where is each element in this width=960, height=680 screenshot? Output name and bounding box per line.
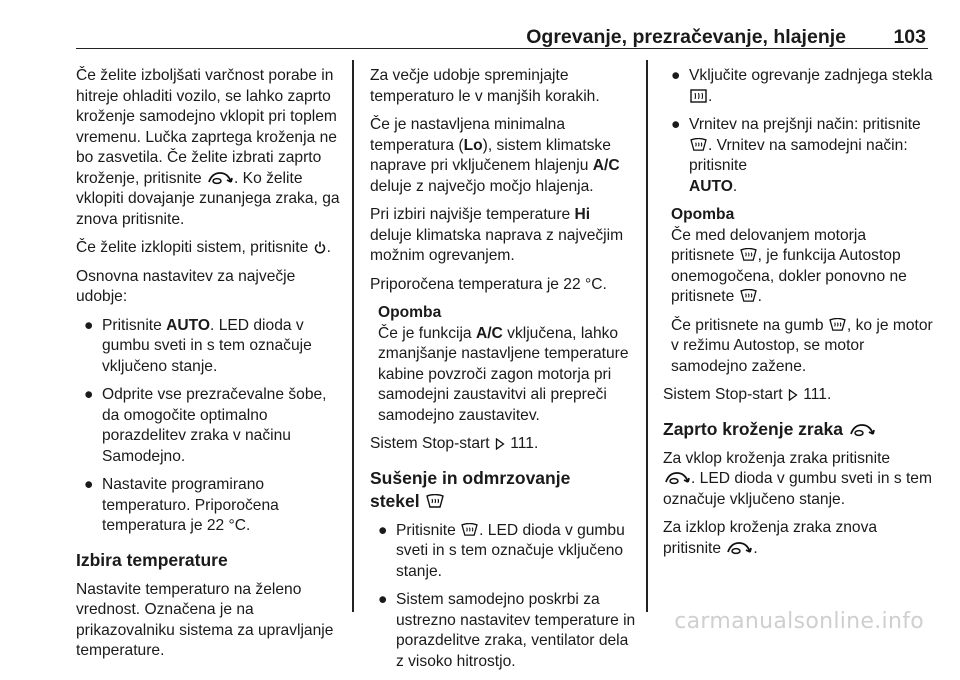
windscreen-defrost-icon <box>690 138 707 152</box>
paragraph: Nastavite temperaturo na želeno vrednost. Označena je na prikazovalniku sistema za upravljanje temperature. <box>76 580 334 659</box>
note-title: Opomba <box>671 206 735 223</box>
note-title: Opomba <box>378 304 442 321</box>
cross-reference: Sistem Stop-start 111. <box>370 435 539 452</box>
list-item: ● Pritisnite . LED dioda v gumbu sveti in s tem označuje vključeno stanje. <box>378 521 625 580</box>
column-1 <box>76 66 342 670</box>
paragraph: Če želite izklopiti sistem, pritisnite . <box>76 239 331 256</box>
page-reference-arrow-icon <box>788 389 798 401</box>
paragraph: Če želite izboljšati varčnost porabe in hitreje ohladiti vozilo, se lahko zaprto kroženje samodejno vklopit pri toplem vremenu. Lučka zaprtega kroženja ne bo zasvetila. Če želite izbrati zaprto kroženje, pritisnite . Ko želite vklopiti dovajanje zunanjega zraka, ga znova pritisnite. <box>76 67 340 228</box>
recirculation-icon <box>207 172 233 185</box>
list-item: ● Nastavite programirano temperaturo. Priporočena temperatura je 22 °C. <box>84 476 279 534</box>
note: Opomba Če je funkcija A/C vključena, lahko zmanjšanje nastavljene temperature kabine povzroči zagon motorja pri samodejni zaustavitvi ali prepreči samodejno zaustavitev. <box>370 303 636 426</box>
list-item: ● Pritisnite AUTO. LED dioda v gumbu sveti in s tem označuje vključeno stanje. <box>84 316 312 375</box>
power-icon <box>314 241 326 254</box>
note-continued: Če pritisnete na gumb , ko je motor v režimu Autostop, se motor samodejno zažene. <box>671 316 933 375</box>
paragraph: Za izklop kroženja zraka znova pritisnite . <box>663 519 878 557</box>
cross-reference: Sistem Stop-start 111. <box>663 386 832 403</box>
column-divider <box>352 60 354 612</box>
column-3 <box>663 66 933 567</box>
paragraph: Za vklop kroženja zraka pritisnite . LED dioda v gumbu sveti in s tem označuje vključeno stanje. <box>663 449 932 508</box>
recirculation-icon <box>849 424 875 437</box>
note: Opomba Če med delovanjem motorja pritisnete , je funkcija Autostop onemogočena, dokler ponovno ne pritisnete . <box>663 205 933 308</box>
watermark: carmanualsonline.info <box>674 609 924 634</box>
paragraph: Osnovna nastavitev za največje udobje: <box>76 267 296 305</box>
paragraph: Pri izbiri najvišje temperature Hi deluje klimatska naprava z največjim možnim ogrevanjem. <box>370 206 624 264</box>
page-header <box>76 22 928 49</box>
recirculation-icon <box>726 542 752 555</box>
page-title: Ogrevanje, prezračevanje, hlajenje <box>526 26 846 48</box>
page-number: 103 <box>893 26 926 48</box>
list-item: ● Vključite ogrevanje zadnjega stekla . <box>671 67 933 105</box>
recirculation-icon <box>664 472 690 485</box>
list-item: ● Odprite vse prezračevalne šobe, da omogočite optimalno porazdelitev zraka v načinu Samodejno. <box>84 386 327 465</box>
column-2 <box>370 66 636 680</box>
windscreen-defrost-icon <box>740 248 757 262</box>
section-heading: Izbira temperature <box>76 549 228 570</box>
paragraph: Za večje udobje spreminjajte temperaturo le v manjših korakih. <box>370 67 600 105</box>
list-item: ● Sistem samodejno poskrbi za ustrezno nastavitev temperature in porazdelitve zraka, ventilator dela z visoko hitrostjo. <box>378 591 636 670</box>
paragraph: Če je nastavljena minimalna temperatura (Lo), sistem klimatske naprave pri vključenem hlajenju A/C deluje z največjo močjo hlajenja. <box>370 116 620 195</box>
page-reference-arrow-icon <box>495 438 505 450</box>
rear-window-heat-icon <box>690 89 707 103</box>
paragraph: Priporočena temperatura je 22 °C. <box>370 275 607 293</box>
windscreen-defrost-icon <box>426 494 444 509</box>
windscreen-defrost-icon <box>740 289 757 303</box>
windscreen-defrost-icon <box>829 318 846 332</box>
list-item: ● Vrnitev na prejšnji način: pritisnite . Vrnitev na samodejni način: pritisnite AUTO. <box>671 116 921 195</box>
section-heading: Zaprto kroženje zraka <box>663 418 933 441</box>
windscreen-defrost-icon <box>461 523 478 537</box>
column-divider <box>646 60 648 612</box>
section-heading: Sušenje in odmrzovanje stekel <box>370 467 571 511</box>
